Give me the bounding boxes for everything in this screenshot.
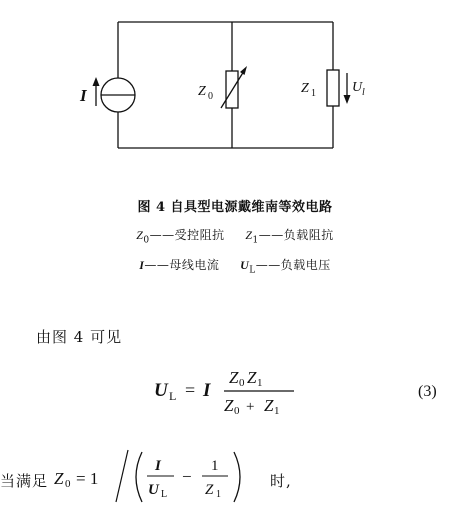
eq3-den-plus: +: [246, 399, 255, 415]
def1-sub: 0: [143, 235, 150, 246]
cond-lhs: Z: [54, 469, 64, 488]
cond-frac1-den-sub: L: [161, 489, 168, 500]
cond-equals: = 1: [76, 469, 99, 488]
controlled-impedance-sub: 0: [208, 91, 213, 102]
source-current-label: I: [80, 86, 87, 105]
current-arrow: [93, 77, 100, 106]
cond-minus: −: [182, 467, 192, 486]
eq3-den-b: Z: [264, 396, 274, 415]
eq3-num-b-sub: 1: [257, 377, 263, 389]
cond-right-paren: [234, 452, 240, 502]
equation-3: [140, 358, 320, 422]
condition-prefix: 当满足: [0, 472, 49, 490]
load-impedance-sub: 1: [311, 88, 316, 99]
def3-symbol: I: [139, 258, 145, 272]
cond-frac1-num: I: [155, 458, 161, 474]
current-source-symbol: [101, 78, 135, 112]
def2-symbol: Z: [245, 228, 253, 242]
eq3-lhs-sub: L: [169, 389, 177, 403]
voltage-arrow: [344, 73, 351, 104]
cond-slash: [116, 450, 128, 502]
def2-text: ——负载阻抗: [258, 228, 334, 242]
def4-sub: L: [249, 265, 256, 276]
load-impedance-symbol: [327, 70, 339, 106]
cond-left-paren: [136, 452, 142, 502]
eq3-num-a-sub: 0: [239, 377, 245, 389]
figure-caption-title: 图 4 自具型电源戴维南等效电路: [137, 200, 333, 215]
def1-symbol: Z: [136, 228, 144, 242]
load-voltage-label: U: [352, 80, 363, 95]
cond-lhs-sub: 0: [65, 478, 71, 490]
eq3-den-b-sub: 1: [274, 405, 280, 417]
cond-frac1-den: U: [148, 482, 159, 498]
eq3-num-a: Z: [229, 368, 239, 387]
figure-caption-definitions-1: [0, 226, 470, 245]
eq3-factor: I: [203, 380, 211, 401]
controlled-impedance-label: Z: [198, 84, 206, 99]
load-voltage-sub: l: [362, 87, 365, 98]
def2-sub: 1: [252, 235, 259, 246]
def3-text: ——母线电流: [144, 258, 220, 272]
eq3-num-b: Z: [247, 368, 257, 387]
eq3-equals: =: [185, 380, 196, 400]
cond-frac2-den-sub: 1: [216, 489, 221, 500]
cond-frac2-den: Z: [205, 482, 214, 498]
controlled-impedance-symbol: [221, 66, 247, 108]
def1-text: ——受控阻抗: [149, 228, 225, 242]
figure-caption-definitions-2: [0, 256, 470, 275]
load-impedance-label: Z: [301, 81, 309, 96]
cond-frac2-num: 1: [211, 458, 219, 474]
eq3-lhs: U: [154, 380, 168, 401]
def4-text: ——负载电压: [255, 258, 331, 272]
eq3-den-a-sub: 0: [234, 405, 240, 417]
condition-suffix: 时,: [270, 472, 292, 490]
circuit-diagram: [0, 0, 470, 190]
eq3-den-a: Z: [224, 396, 234, 415]
equation-number: (3): [418, 383, 437, 400]
def4-symbol: U: [240, 258, 250, 272]
body-text-line: 由图 4 可见: [36, 328, 123, 346]
condition-formula: [48, 448, 273, 506]
